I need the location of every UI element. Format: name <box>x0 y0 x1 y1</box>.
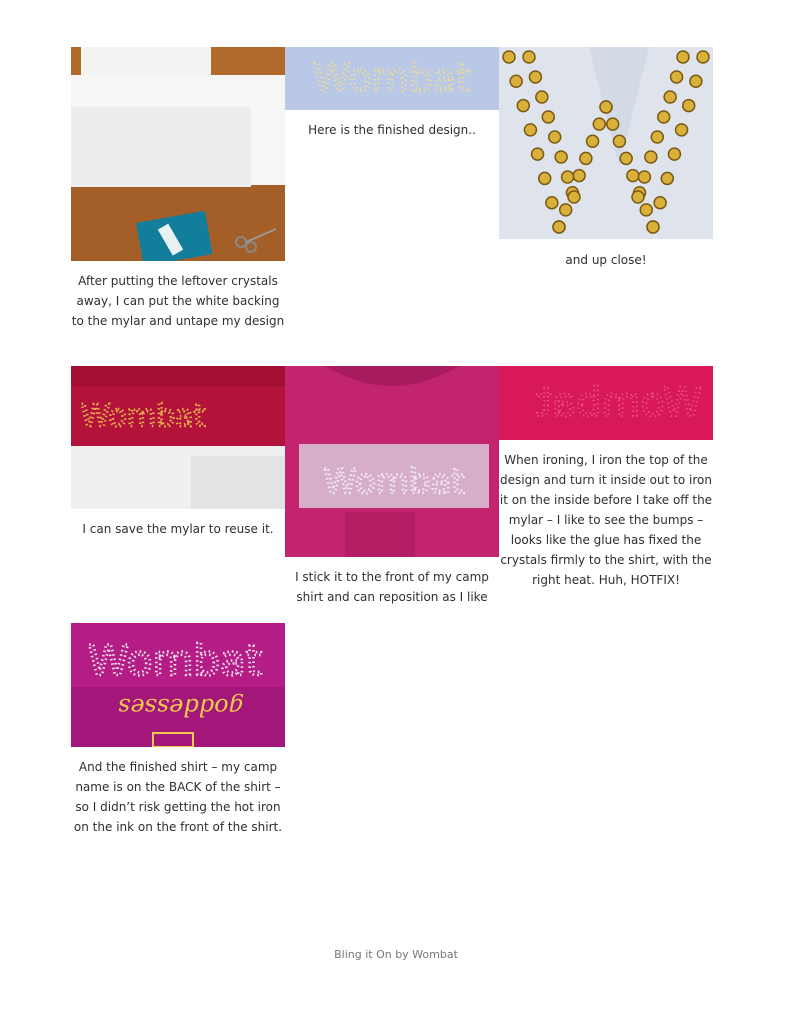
photo-pink-shirt <box>285 366 499 557</box>
svg-text:Wombat: Wombat <box>80 399 206 434</box>
design-word: Wombat <box>313 56 471 100</box>
caption-pink-shirt: I stick it to the front of my camp shirt and can reposition as I like <box>295 570 489 604</box>
svg-text:Wombat: Wombat <box>87 636 263 685</box>
caption-bumps: When ironing, I iron the top of the design and turn it inside out to iron it on the inside before I take off the mylar – I like to see the bumps – looks like the glue has fixed the crystals firmly to the shirt, with the right heat. Huh, HOTFIX! <box>499 453 713 587</box>
caption-closeup: and up close! <box>565 253 647 267</box>
caption-design: Here is the finished design.. <box>308 123 476 137</box>
shirt-print: goddesses <box>118 693 244 721</box>
caption-red-shirt: I can save the mylar to reuse it. <box>82 522 274 536</box>
photo-closeup <box>499 47 713 239</box>
caption-backing: After putting the leftover crystals away, I can put the white backing to the mylar and untape my design <box>71 274 285 328</box>
photo-finished <box>71 623 285 747</box>
photo-design <box>285 47 499 110</box>
page-footer: Bling it On by Wombat <box>334 948 458 961</box>
photo-backing <box>71 47 285 261</box>
photo-red-shirt <box>71 366 285 509</box>
svg-text:Wombat: Wombat <box>323 462 465 502</box>
photo-bumps <box>499 366 713 440</box>
caption-finished: And the finished shirt – my camp name is on the BACK of the shirt – so I didn’t risk getting the hot iron on the ink on the front of the shirt. <box>73 760 283 834</box>
svg-text:Wombat: Wombat <box>535 380 703 426</box>
